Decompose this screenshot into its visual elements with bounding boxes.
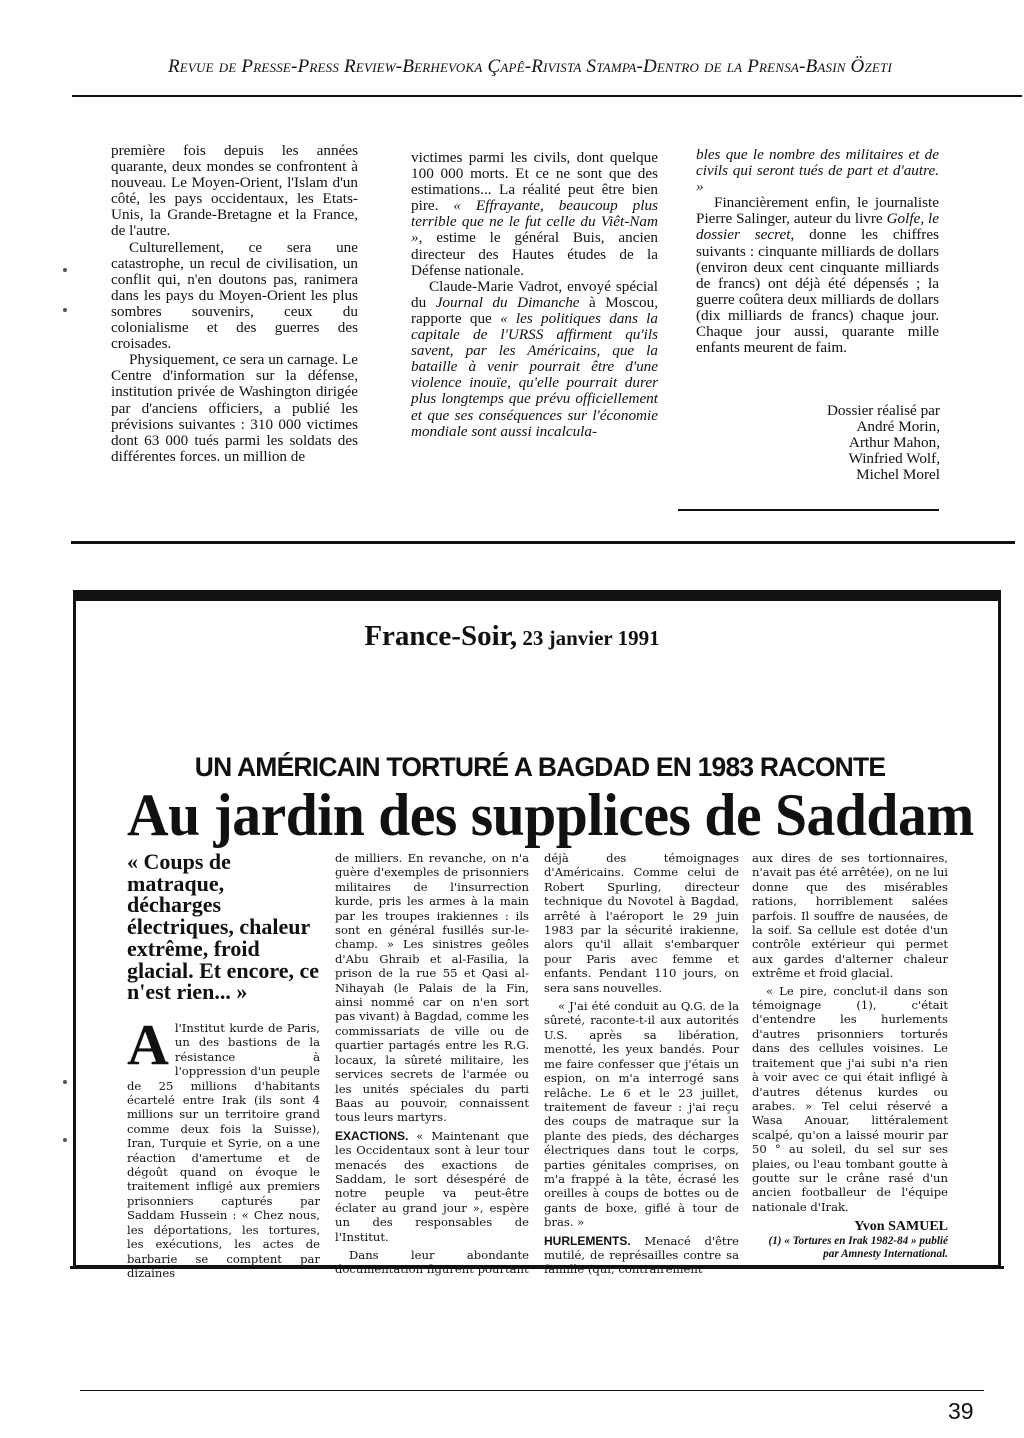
margin-dot — [63, 268, 67, 272]
paragraph: « J'ai été conduit au Q.G. de la sûreté, raconte-t-il aux autorités U.S. après sa libération, menotté, les yeux bandés. Pour me faire confesser que j'étais un espion, on m'a interrogé sans relâche. Le 6 et le 23 juillet, traitement de faveur : j'ai reçu des coups de matraque sur la plante des pieds, des décharges électriques dans tout le corps, parties génitales comprises, on m'a frappé à la tête, écrasé les oreilles à coups de bottes ou de gants de boxe, giflé à tour de bras. » — [544, 999, 739, 1230]
paragraph — [411, 150, 658, 279]
header-rule — [72, 95, 1022, 97]
clipping-source — [0, 620, 1024, 653]
section-divider — [71, 541, 1015, 544]
text-run: à Moscou, rapporte que — [411, 293, 658, 327]
credit-line: Winfried Wolf, — [848, 450, 940, 468]
paragraph — [544, 1234, 739, 1277]
paragraph: première fois depuis les années quarante, deux mondes se confrontent à nouveau. Le Moyen-Orient, l'Islam d'un côté, les pays occidentaux, les Etats-Unis, la Grande-Bretagne et la France, de l'autre. — [111, 142, 358, 240]
margin-dot — [63, 1080, 67, 1084]
paragraph: Physiquement, ce sera un carnage. Le Centre d'information sur la défense, institution privée de Washington dirigée par d'anciens officiers, a publié les prévisions suivantes : 310 000 victimes dont 63 000 tués parmi les soldats des différentes forces. un million de — [111, 351, 358, 465]
text-run: Financièrement enfin, le journaliste Pierre Salinger, auteur du livre — [696, 194, 939, 228]
page-number: 39 — [948, 1398, 974, 1424]
clipping-column-1 — [127, 1012, 320, 1280]
top-article-column-3 — [696, 147, 939, 356]
clipping-kicker: UN AMÉRICAIN TORTURÉ A BAGDAD EN 1983 RACONTE — [194, 752, 886, 782]
publication-date: 23 janvier 1991 — [517, 626, 660, 650]
credit-line: André Morin, — [856, 418, 940, 436]
clipping-column-4 — [752, 851, 948, 1261]
credit-line: Michel Morel — [856, 466, 940, 484]
margin-dot — [63, 308, 67, 312]
end-rule — [678, 509, 939, 511]
paragraph — [127, 1012, 320, 1280]
paragraph — [696, 195, 939, 356]
book-title: Golfe, le dossier secret — [696, 210, 940, 244]
publication-title: Journal du Dimanche — [435, 293, 580, 311]
quote: « les politiques dans la capitale de l'URSS affirment qu'ils savent, par les Américains, que la bataille à venir pourrait être d'une violence inouïe, qu'elle pourrait durer plus longtemps que prévu officiellement et que ses conséquences sur l'économie mondiale sont aussi incalcula- — [411, 309, 658, 440]
paragraph: Culturellement, ce sera une catastrophe, un recul de civilisation, un conflit qui, n'en doutons pas, ranimera dans les pays du Moyen-Orient les plus sombres souvenirs, ceux du colonialisme et des guerres des croisades. — [111, 238, 358, 353]
subheading: HURLEMENTS. — [544, 1233, 631, 1248]
paragraph: « Le pire, conclut-il dans son témoignage (1), c'était d'entendre les hurlements d'autres prisonniers torturés dans des cellules voisines. Le traitement que j'ai subi n'a rien à voir avec ce qui était infligé à d'autres détenus kurdes ou arabes. » Tel celui réservé a Wasa Anouar, littéralement scalpé, qu'on a laissé mourir par 50 ° au soleil, du sel sur ses plaies, ou l'eau tombant goutte à goutte sur le crâne rasé d'un ancien footballeur de l'équipe nationale d'Irak. — [752, 983, 948, 1214]
paragraph — [335, 1129, 529, 1244]
top-article-column-2 — [411, 150, 658, 440]
footer-rule — [80, 1390, 984, 1391]
drop-cap: A — [127, 1012, 169, 1077]
paragraph — [411, 279, 658, 440]
paragraph: déjà des témoignages d'Américains. Comme celui de Robert Spurling, directeur technique du Novotel à Bagdad, arrêté à l'aéroport le 29 juin 1983 par la sécurité irakienne, alors qu'il allait s'embarquer pour Paris avec femme et enfants. Pendant 110 jours, on sera sans nouvelles. — [544, 851, 739, 995]
text-run: victimes parmi les civils, dont quelque 100 000 morts. Et ce ne sont que des estimations... La réalité peut être bien pire. — [411, 149, 658, 215]
paragraph: de milliers. En revanche, on n'a guère d'exemples de prisonniers militaires de l'insurrection kurde, pris les armes à la main par les troupes irakiennes : ils sont en général fusillés sur-le-champ. » Les sinistres geôles d'Abu Ghraib et al-Fasilia, la prison de la rue 55 et Qasi al-Nihayah (le Palais de la Fin, ainsi nommé car on n'en sort pas vivant) à Bagdad, comme les commissariats de ville ou de quartier partagés entre les R.G. locaux, la sûreté militaire, les services secrets de l'armée ou les unités spéciales du parti Baas au pouvoir, connaissent tous leurs martyrs. — [335, 851, 529, 1125]
clipping-column-3 — [544, 851, 739, 1277]
paragraph: aux dires de ses tortionnaires, n'avait pas été arrêtée), on ne lui donne que des misérables rations, horriblement salées parfois. Il souffre de nausées, de la soif. Sa cellule est dotée d'un contrôle extérieur qui permet aux gardes d'alterner chaleur extrême et froid glacial. — [752, 851, 948, 981]
credit-line: Dossier réalisé par — [826, 402, 940, 419]
text-run: Claude-Marie Vadrot, envoyé spécial du — [411, 277, 658, 311]
newspaper-name: France-Soir, — [364, 620, 518, 652]
quote: bles que le nombre des militaires et de civils qui seront tués de part et d'autre. » — [696, 146, 939, 196]
text-run: « Maintenant que les Occidentaux sont à leur tour menacés des exactions de Saddam, le sort désespéré de notre peuple va peut-être éclater au grand jour », espère un des responsables de l'Institut. — [335, 1128, 529, 1244]
paragraph: Dans leur abondante documentation figurent pourtant — [335, 1247, 529, 1277]
pull-quote: « Coups de matraque, décharges électriques, chaleur extrême, froid glacial. Et encore, ce n'est rien... » — [127, 849, 320, 1005]
top-article-column-1 — [111, 143, 358, 465]
clipping-headline: Au jardin des supplices de Saddam — [127, 782, 974, 848]
margin-dot — [63, 1138, 67, 1142]
text-run: Menacé d'être mutilé, de représailles contre sa famille (qui, contrairement — [544, 1233, 739, 1277]
paragraph — [696, 147, 939, 195]
dossier-credits — [700, 403, 940, 483]
quote: « Effrayante, beaucoup plus terrible que ne le fut celle du Viêt-Nam » — [411, 197, 658, 247]
text-run: , estime le général Buis, ancien directeur des Hautes études de la Défense nationale. — [411, 229, 658, 279]
credit-line: Arthur Mahon, — [848, 434, 940, 452]
text-run: , donne les chiffres suivants : cinquante milliards de dollars (environ deux cent cinquante milliards de francs) ont déjà été dépensés ; la guerre coûtera deux milliards de dollars (dix milliards de francs) chaque jour. Chaque jour aussi, quarante mille enfants meurent de faim. — [696, 226, 939, 357]
byline: Yvon SAMUEL — [854, 1219, 948, 1235]
subheading: EXACTIONS. — [335, 1128, 409, 1143]
clipping-column-2 — [335, 851, 529, 1277]
journal-header: Revue de Presse-Press Review-Berhevoka Çapê-Rivista Stampa-Dentro de la Prensa-Basin Özeti — [167, 56, 893, 77]
text-run: l'Institut kurde de Paris, un des bastions de la résistance à l'oppression d'un peuple de 25 millions d'habitants écartelé entre Irak (ils sont 4 millions sur un territoire grand comme deux fois la Suisse), Iran, Turquie et Syrie, on a une réaction d'amertume et de dégoût quand on évoque le traitement infligé aux premiers prisonniers capturés par Saddam Hussein : « Chez nous, les déportations, les tortures, les exécutions, les actes de barbarie se comptent par dizaines — [127, 1021, 320, 1280]
footnote: (1) « Tortures en Irak 1982-84 » publié par Amnesty International. — [768, 1234, 948, 1260]
